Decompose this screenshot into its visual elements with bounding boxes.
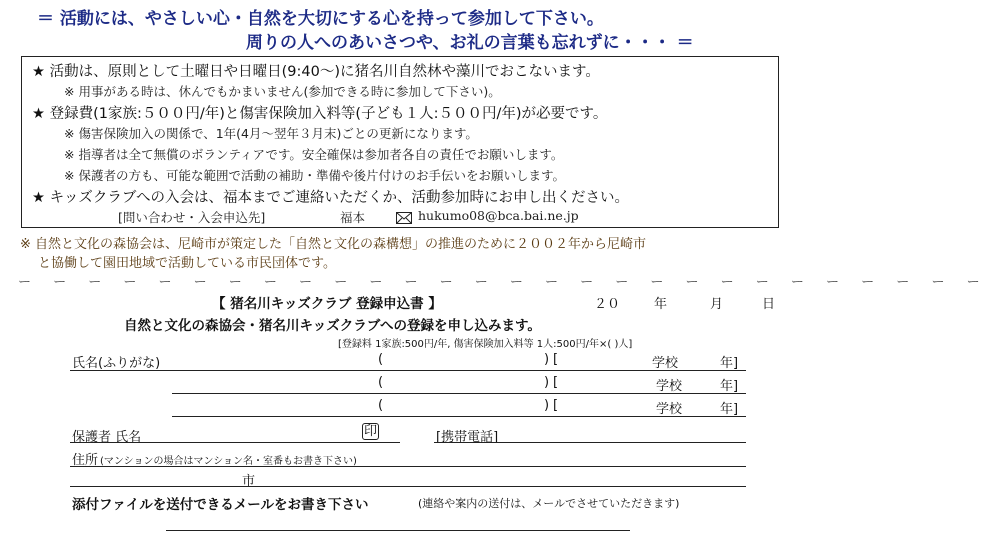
address-label: 住所 [72, 453, 99, 468]
header-line-2: 周りの人へのあいさつや、お礼の言葉も忘れずに・・・ ＝ [246, 33, 694, 53]
contact-label: [問い合わせ・入会申込先] [118, 210, 266, 225]
furigana-close-2: ) [544, 375, 550, 390]
guardian-name-field[interactable] [70, 442, 400, 443]
header-line-1: ＝ 活動には、やさしい心・自然を大切にする心を持って参加して下さい。 [37, 9, 604, 29]
cut-line: ー ー ー ー ー ー ー ー ー ー ー ー ー ー ー ー ー ー ー ー ー ー ー ー ー ー ー ー [18, 275, 989, 290]
info-item-activity: ★ 活動は、原則として土曜日や日曜日(9:40～)に猪名川自然林や藻川でおこないます。 [32, 64, 600, 80]
date-day-unit: 日 [762, 297, 776, 312]
address-note: (マンションの場合はマンション名・室番もお書き下さい) [100, 456, 357, 467]
furigana-open-1: ( [378, 352, 384, 367]
school-label-2: 学校 [656, 379, 683, 394]
contact-name: 福本 [340, 210, 366, 225]
grade-label-3: 年] [720, 402, 739, 417]
school-open-1: [ [553, 352, 559, 367]
association-note-line-1: ※ 自然と文化の森協会は、尼崎市が策定した「自然と文化の森構想」の推進のために２００２年から尼崎市 [20, 237, 647, 252]
mobile-label: [携帯電話] [436, 430, 499, 445]
school-label-1: 学校 [652, 356, 679, 371]
date-month-unit: 月 [710, 297, 724, 312]
info-note-guardian: ※ 保護者の方も、可能な範囲で活動の補助・準備や後片付けのお手伝いをお願いします。 [64, 168, 565, 183]
mobile-phone-field[interactable] [434, 442, 746, 443]
info-item-fee: ★ 登録費(1家族:５００円/年)と傷害保険加入料等(子ども１人:５００円/年)が必要です。 [32, 106, 608, 122]
grade-label-2: 年] [720, 379, 739, 394]
email-note: (連絡や案内の送付は、メールでさせていただきます) [418, 497, 680, 510]
school-open-2: [ [553, 375, 559, 390]
seal-mark: 印 [364, 424, 378, 439]
child-name-field-3[interactable] [172, 416, 746, 417]
school-label-3: 学校 [656, 402, 683, 417]
envelope-icon [396, 209, 412, 221]
association-note-line-2: と協働して園田地域で活動している市民団体です。 [38, 256, 336, 271]
furigana-close-1: ) [544, 352, 550, 367]
city-label: 市 [242, 474, 256, 489]
school-open-3: [ [553, 398, 559, 413]
date-year: ２０ [594, 297, 621, 312]
fee-note: [登録料 1家族:500円/年, 傷害保険加入料等 1人:500円/年×( )人] [338, 339, 633, 350]
date-year-unit: 年 [654, 297, 668, 312]
grade-label-1: 年] [720, 356, 739, 371]
furigana-open-2: ( [378, 375, 384, 390]
email-label: 添付ファイルを送付できるメールをお書き下さい [72, 497, 369, 513]
child-name-field-2[interactable] [172, 393, 746, 394]
contact-email[interactable]: hukumo08@bca.bai.ne.jp [418, 208, 579, 223]
form-subtitle: 自然と文化の森協会・猪名川キッズクラブへの登録を申し込みます。 [124, 318, 541, 334]
guardian-label: 保護者 氏名 [72, 430, 142, 445]
email-field[interactable] [166, 530, 630, 531]
form-title: 【 猪名川キッズクラブ 登録申込書 】 [212, 296, 442, 312]
name-label: 氏名(ふりがな) [72, 356, 161, 371]
child-name-field-1[interactable] [70, 370, 746, 371]
furigana-close-3: ) [544, 398, 550, 413]
info-note-absence: ※ 用事がある時は、休んでもかまいません(参加できる時に参加して下さい)。 [64, 84, 501, 99]
address-guide-line [70, 466, 746, 467]
furigana-open-3: ( [378, 398, 384, 413]
info-note-insurance: ※ 傷害保険加入の関係で、1年(4月～翌年３月末)ごとの更新になります。 [64, 126, 478, 141]
info-note-volunteer: ※ 指導者は全て無償のボランティアです。安全確保は参加者各自の責任でお願いします。 [64, 147, 564, 162]
info-item-join: ★ キッズクラブへの入会は、福本までご連絡いただくか、活動参加時にお申し出ください。 [32, 190, 630, 206]
address-field[interactable] [70, 486, 746, 487]
